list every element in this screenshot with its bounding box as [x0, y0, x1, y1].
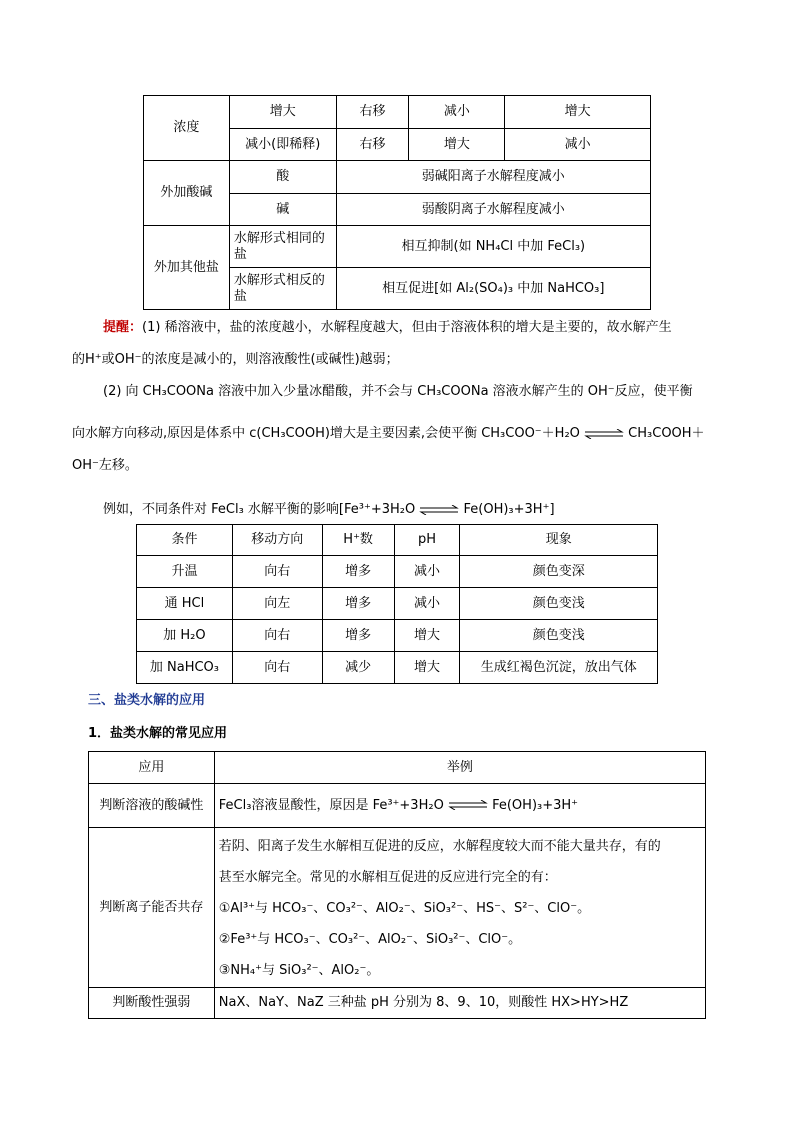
- cell: 增多: [322, 588, 394, 620]
- example-line: ②Fe³⁺与 HCO₃⁻、CO₃²⁻、AlO₂⁻、SiO₃²⁻、ClO⁻。: [218, 932, 522, 947]
- table-row: [137, 556, 658, 588]
- value-cell: 减小: [409, 96, 505, 129]
- sub-cell: 减小(即稀释): [229, 129, 336, 161]
- example-line: 甚至水解完全。常见的水解相互促进的反应进行完全的有：: [218, 870, 557, 885]
- effect-cell: 弱酸阴离子水解程度减小: [336, 194, 650, 226]
- cell: 颜色变浅: [460, 620, 658, 652]
- tip-line-2: 的H⁺或OH⁻的浓度是减小的，则溶液酸性(或碱性)越弱；: [72, 352, 399, 367]
- example-intro: [103, 502, 555, 518]
- header-cell: H⁺数: [322, 525, 394, 556]
- header-cell: 举例: [214, 752, 705, 784]
- app-cell: 判断酸性强弱: [89, 988, 215, 1019]
- cell: 加 NaHCO₃: [137, 652, 233, 684]
- example-text: FeCl₃溶液显酸性，原因是 Fe³⁺+3H₂O: [218, 797, 444, 813]
- cell: 增多: [322, 620, 394, 652]
- cell: 增大: [394, 652, 460, 684]
- tip-text: (1) 稀溶液中，盐的浓度越小，水解程度越大，但由于溶液体积的增大是主要的，故水解产生: [142, 320, 672, 335]
- value-cell: 增大: [409, 129, 505, 161]
- cell: 减少: [322, 652, 394, 684]
- app-cell: 判断溶液的酸碱性: [89, 784, 215, 828]
- effect-cell: 相互抑制(如 NH₄Cl 中加 FeCl₃): [336, 226, 650, 268]
- application-table: [88, 751, 706, 1019]
- sub-cell: 酸: [229, 161, 336, 194]
- cell: 增大: [394, 620, 460, 652]
- cell: 通 HCl: [137, 588, 233, 620]
- effect-cell: 相互促进[如 Al₂(SO₄)₃ 中加 NaHCO₃]: [336, 268, 650, 310]
- cell: 向右: [232, 556, 322, 588]
- value-cell: 增大: [505, 96, 651, 129]
- tip-line-5: OH⁻左移。: [72, 458, 138, 473]
- sub-cell: 增大: [229, 96, 336, 129]
- fecl3-condition-table: [136, 524, 658, 684]
- example-cell: [214, 828, 705, 988]
- tip-line-3: (2) 向 CH₃COONa 溶液中加入少量冰醋酸，并不会与 CH₃COONa 溶液水解产生的 OH⁻反应，使平衡: [103, 384, 693, 399]
- equilibrium-arrow-icon: [584, 429, 624, 439]
- factor-cell: 外加其他盐: [144, 226, 230, 310]
- cell: 向右: [232, 620, 322, 652]
- cell: 颜色变浅: [460, 588, 658, 620]
- header-cell: 移动方向: [232, 525, 322, 556]
- cell: 生成红褐色沉淀，放出气体: [460, 652, 658, 684]
- cell: 向右: [232, 652, 322, 684]
- table-row: [137, 620, 658, 652]
- tip-text: 向水解方向移动,原因是体系中 c(CH₃COOH)增大是主要因素,会使平衡 CH₃COO⁻＋H₂O: [72, 426, 580, 441]
- example-line: 若阴、阳离子发生水解相互促进的反应，水解程度较大而不能大量共存，有的: [218, 839, 661, 854]
- example-text: Fe(OH)₃+3H⁺: [492, 797, 579, 813]
- example-text: Fe(OH)₃+3H⁺]: [463, 502, 555, 517]
- example-text: 例如，不同条件对 FeCl₃ 水解平衡的影响[Fe³⁺+3H₂O: [103, 502, 416, 517]
- sub-cell: 水解形式相同的盐: [229, 226, 336, 268]
- shift-cell: 右移: [336, 96, 409, 129]
- example-line: ③NH₄⁺与 SiO₃²⁻、AlO₂⁻。: [218, 963, 380, 978]
- subsection-heading: 1．盐类水解的常见应用: [88, 726, 228, 741]
- equilibrium-arrow-icon: [448, 800, 488, 810]
- tip-text: CH₃COOH＋: [628, 426, 705, 441]
- factor-cell: 浓度: [144, 96, 230, 161]
- tip-line-4: [72, 426, 705, 442]
- cell: 颜色变深: [460, 556, 658, 588]
- cell: 减小: [394, 588, 460, 620]
- header-cell: pH: [394, 525, 460, 556]
- app-cell: 判断离子能否共存: [89, 828, 215, 988]
- cell: 减小: [394, 556, 460, 588]
- table-row: [137, 652, 658, 684]
- shift-cell: 右移: [336, 129, 409, 161]
- equilibrium-arrow-icon: [419, 505, 459, 515]
- tip-line-1: [103, 320, 672, 336]
- header-cell: 应用: [89, 752, 215, 784]
- table-row: [137, 588, 658, 620]
- cell: 加 H₂O: [137, 620, 233, 652]
- value-cell: 减小: [505, 129, 651, 161]
- cell: 增多: [322, 556, 394, 588]
- tip-label: 提醒：: [103, 320, 143, 335]
- factor-cell: 外加酸碱: [144, 161, 230, 226]
- sub-cell: 水解形式相反的盐: [229, 268, 336, 310]
- example-cell: NaX、NaY、NaZ 三种盐 pH 分别为 8、9、10，则酸性 HX>HY>HZ: [214, 988, 705, 1019]
- effect-cell: 弱碱阳离子水解程度减小: [336, 161, 650, 194]
- hydrolysis-factor-table: [143, 95, 651, 310]
- header-cell: 条件: [137, 525, 233, 556]
- example-cell: [214, 784, 705, 828]
- example-line: ①Al³⁺与 HCO₃⁻、CO₃²⁻、AlO₂⁻、SiO₃²⁻、HS⁻、S²⁻、ClO⁻。: [218, 901, 591, 916]
- cell: 升温: [137, 556, 233, 588]
- sub-cell: 碱: [229, 194, 336, 226]
- section-heading: 三、盐类水解的应用: [88, 693, 206, 708]
- cell: 向左: [232, 588, 322, 620]
- header-cell: 现象: [460, 525, 658, 556]
